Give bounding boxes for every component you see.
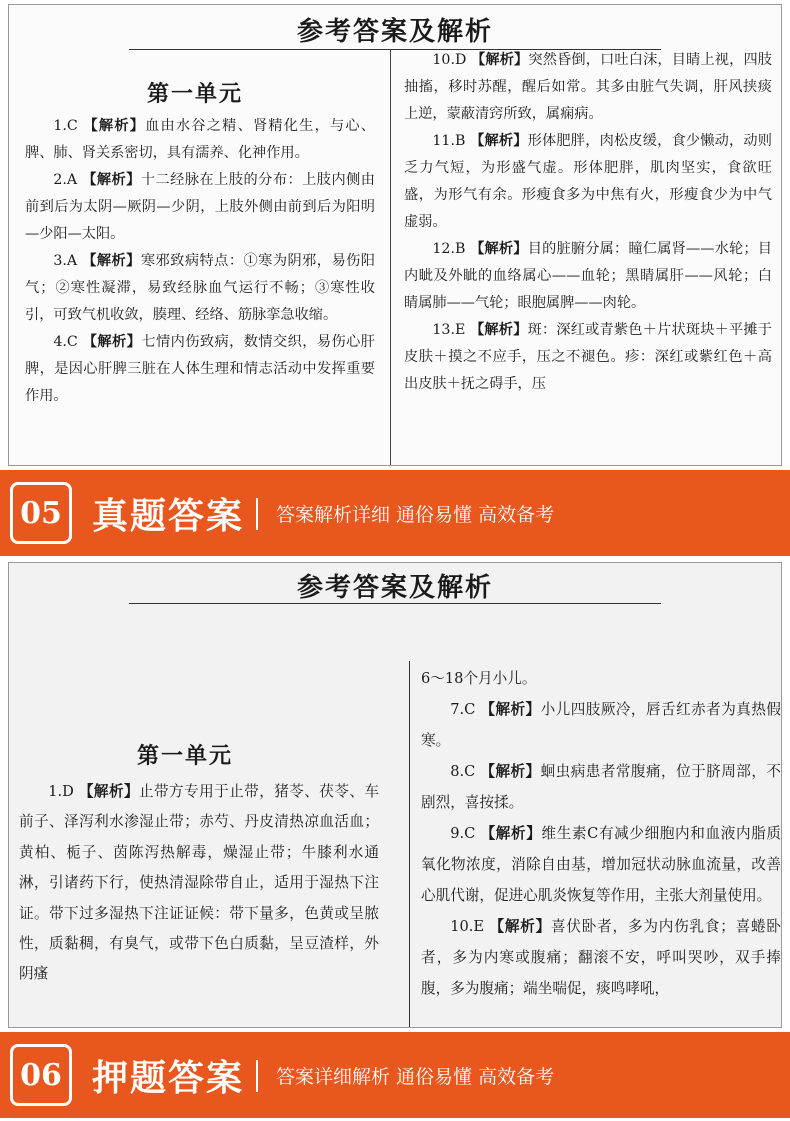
banner-subtitle: 答案详细解析 通俗易懂 高效备考 — [276, 1066, 555, 1088]
answer-entry: 4.C 【解析】七情内伤致病，数情交织，易伤心肝脾，是因心肝脾三脏在人体生理和情志活动中发挥重要作用。 — [25, 334, 375, 404]
column-divider — [409, 661, 410, 1027]
section-banner-06 — [0, 1032, 790, 1118]
answer-page-1 — [8, 4, 782, 466]
column-divider — [390, 49, 391, 465]
answer-entry: 2.A 【解析】十二经脉在上肢的分布：上肢内侧由前到后为太阴—厥阴—少阴，上肢外侧由前到后为阳明—少阳—太阳。 — [25, 172, 375, 242]
answer-entry: 3.A 【解析】寒邪致病特点：①寒为阴邪，易伤阳气；②寒性凝滞，易致经脉血气运行不畅；③寒性收引，可致气机收敛，腠理、经络、筋脉挛急收缩。 — [25, 253, 375, 323]
continued-text: 6～18个月小儿。 — [421, 670, 537, 687]
answer-entry: 12.B 【解析】目的脏腑分属：瞳仁属肾——水轮；目内眦及外眦的血络属心——血轮；黑睛属肝——风轮；白睛属肺——气轮；眼胞属脾——肉轮。 — [404, 241, 772, 311]
answer-entry: 1.C 【解析】血由水谷之精、肾精化生，与心、脾、肺、肾关系密切，具有濡养、化神作用。 — [25, 118, 375, 161]
unit-title: 第一单元 — [147, 82, 244, 107]
left-column — [19, 777, 379, 990]
banner-title: 真题答案 — [92, 496, 245, 537]
banner-separator — [256, 498, 258, 530]
page-title: 参考答案及解析 — [296, 17, 493, 47]
answer-entry: 8.C 【解析】蛔虫病患者常腹痛，位于脐周部，不剧烈，喜按揉。 — [421, 763, 781, 811]
answer-entry: 13.E 【解析】斑：深红或青紫色＋片状斑块＋平摊于皮肤＋摸之不应手，压之不褪色。疹：深红或紫红色＋高出皮肤＋抚之碍手，压 — [404, 322, 772, 392]
page-title: 参考答案及解析 — [296, 573, 493, 603]
title-rule — [129, 603, 661, 604]
banner-title: 押题答案 — [92, 1058, 245, 1099]
answer-entry: 11.B 【解析】形体肥胖，肉松皮缓，食少懒动，动则乏力气短，为形盛气虚。形体肥胖，肌肉坚实，食欲旺盛，为形气有余。形瘦食多为中焦有火，形瘦食少为中气虚弱。 — [404, 133, 772, 230]
right-column — [421, 663, 781, 1004]
answer-entry: 10.E 【解析】喜伏卧者，多为内伤乳食；喜蜷卧者，多为内寒或腹痛；翻滚不安，呼叫哭吵，双手捧腹，多为腹痛；端坐喘促，痰鸣哮吼， — [421, 918, 781, 997]
left-column — [25, 113, 375, 410]
section-banner-05 — [0, 470, 790, 556]
banner-number: 06 — [10, 1044, 72, 1106]
banner-subtitle: 答案解析详细 通俗易懂 高效备考 — [276, 504, 555, 526]
answer-entry: 9.C 【解析】维生素C有减少细胞内和血液内脂质氧化物浓度，消除自由基，增加冠状动脉血流量，改善心肌代谢，促进心肌炎恢复等作用，主张大剂量使用。 — [421, 825, 781, 904]
answer-page-2 — [8, 562, 782, 1028]
answer-entry: 7.C 【解析】小儿四肢厥冷，唇舌红赤者为真热假寒。 — [421, 701, 781, 749]
unit-title: 第一单元 — [137, 744, 234, 769]
answer-entry: 10.D 【解析】突然昏倒，口吐白沫，目睛上视，四肢抽搐，移时苏醒，醒后如常。其多由脏气失调，肝风挟痰上逆，蒙蔽清窍所致，属痫病。 — [404, 52, 772, 122]
banner-separator — [256, 1060, 258, 1092]
banner-number: 05 — [10, 482, 72, 544]
answer-entry: 1.D 【解析】止带方专用于止带，猪苓、茯苓、车前子、泽泻利水渗湿止带；赤芍、丹皮清热凉血活血；黄柏、栀子、茵陈泻热解毒，燥湿止带；牛膝利水通淋，引诸药下行，使热清湿除带自止，适用于湿热下注证。带下过多湿热下注证证候：带下量多，色黄或呈脓性，质黏稠，有臭气，或带下色白质黏，呈豆渣样，外阴瘙 — [19, 783, 379, 983]
right-column — [404, 47, 772, 398]
